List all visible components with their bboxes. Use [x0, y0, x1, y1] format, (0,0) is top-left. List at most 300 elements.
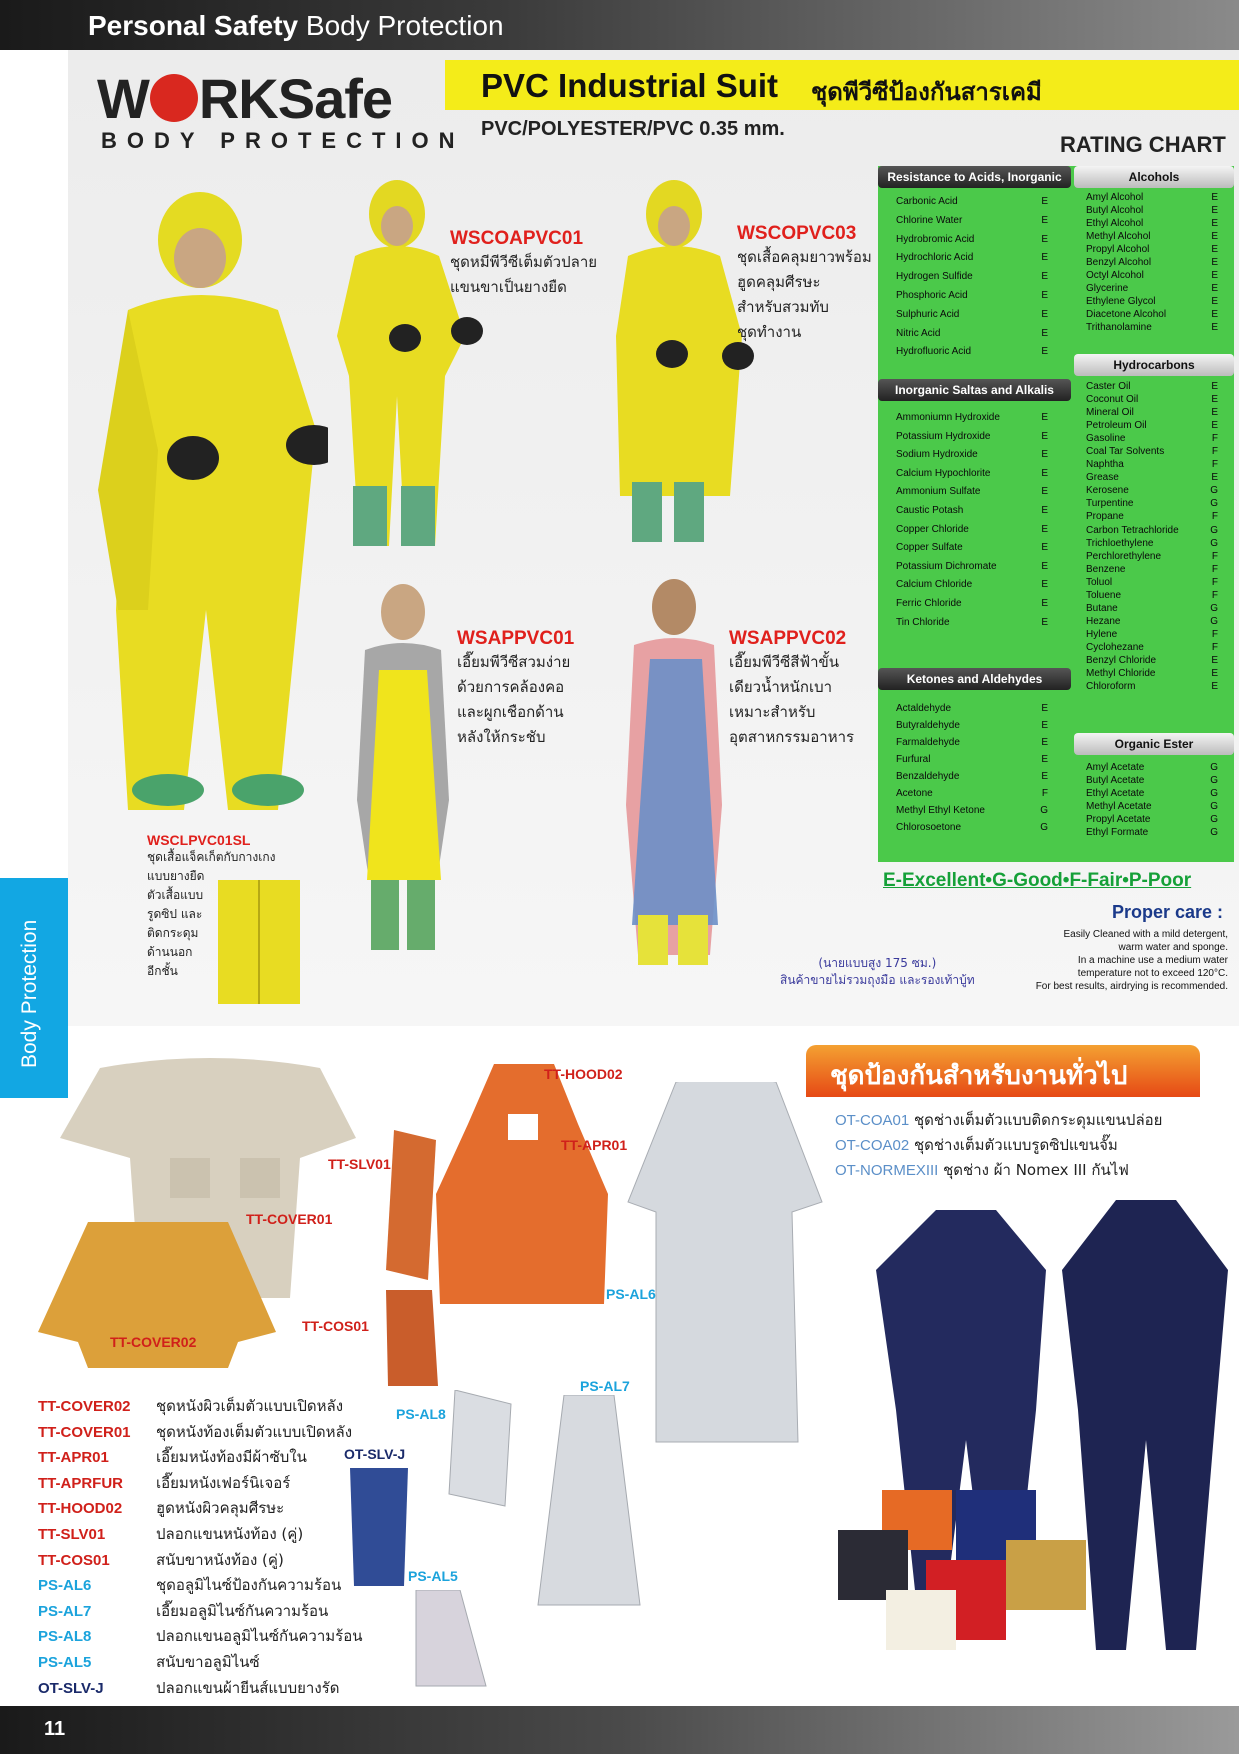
rating-chemical: Calcium Hypochlorite	[896, 467, 991, 479]
rating-grade: E	[1041, 252, 1048, 264]
model-code: WSAPPVC02	[729, 628, 847, 649]
rating-row	[896, 468, 1048, 487]
desc-line: ติดกระดุม	[147, 926, 199, 940]
rating-grade: E	[1041, 560, 1048, 572]
rating-row	[1086, 394, 1218, 407]
desc-line: ชุดเสื้อแจ็คเก็ตกับกางเกง	[147, 850, 276, 864]
protective-item	[38, 1445, 362, 1471]
model-code: WSCOAPVC01	[450, 228, 584, 249]
section-ketones-header: Ketones and Aldehydes	[878, 668, 1071, 690]
rating-row	[1086, 446, 1218, 459]
label-ps-al8: PS-AL8	[396, 1406, 446, 1422]
photo-wsappvc02-blue-apron	[618, 575, 728, 970]
rating-row	[896, 754, 1048, 771]
rating-row	[1086, 681, 1218, 694]
rating-row	[1086, 827, 1218, 840]
protective-item-code: PS-AL7	[38, 1602, 92, 1620]
general-item-code: OT-COA01	[835, 1112, 910, 1129]
protective-item-desc: เอี๊ยมอลูมิไนซ์กันความร้อน	[156, 1601, 329, 1620]
section-alcohols-rows	[1086, 192, 1218, 335]
model-code: WSAPPVC01	[457, 628, 575, 649]
protective-item-desc: ฮูดหนังผิวคลุมศีรษะ	[156, 1499, 285, 1518]
rating-chemical: Perchlorethylene	[1086, 550, 1162, 562]
label-ps-al7: PS-AL7	[580, 1378, 630, 1394]
section-ester-header: Organic Ester	[1074, 733, 1234, 755]
rating-chemical: Ethyl Acetate	[1086, 788, 1145, 799]
label-tt-slv01: TT-SLV01	[328, 1156, 391, 1172]
rating-chemical: Benzyl Chloride	[1086, 654, 1157, 666]
desc-line: ด้านนอก	[147, 945, 193, 959]
desc-line: เดียวน้ำหนักเบา	[729, 678, 833, 696]
desc-line: ตัวเสื้อแบบ	[147, 888, 204, 902]
rating-chemical: Caustic Potash	[896, 504, 964, 516]
rating-row	[896, 598, 1048, 617]
rating-grade: E	[1041, 449, 1048, 461]
desc-line: ฮูดคลุมศีรษะ	[737, 273, 821, 291]
rating-chemical: Amyl Acetate	[1086, 762, 1145, 773]
rating-row	[1086, 257, 1218, 270]
logo-subtitle: BODY PROTECTION	[101, 128, 465, 153]
rating-chemical: Hezane	[1086, 615, 1121, 627]
rating-chemical: Chlorosoetone	[896, 822, 962, 833]
rating-grade: F	[1041, 788, 1048, 799]
rating-grade: E	[1211, 270, 1218, 281]
rating-row	[1086, 775, 1218, 788]
general-item	[835, 1133, 1162, 1158]
protective-item-desc: เอี๊ยมหนังเฟอร์นิเจอร์	[156, 1473, 291, 1492]
rating-grade: E	[1211, 420, 1218, 432]
rating-grade: E	[1211, 381, 1218, 392]
protective-item	[38, 1650, 362, 1676]
rating-row	[1086, 577, 1218, 590]
rating-row	[1086, 296, 1218, 309]
rating-grade: G	[1210, 788, 1218, 799]
rating-row	[1086, 538, 1218, 551]
rating-row	[896, 561, 1048, 580]
rating-chemical: Actaldehyde	[896, 703, 952, 714]
care-line: In a machine use a medium water	[1077, 955, 1228, 966]
protective-item-desc: ปลอกแขนอลูมิไนซ์กันความร้อน	[156, 1627, 363, 1646]
general-item	[835, 1108, 1162, 1133]
rating-chemical: Grease	[1086, 472, 1119, 484]
rating-grade: E	[1041, 754, 1048, 765]
desc-line: รูดซิป และ	[147, 907, 203, 921]
rating-chemical: Petroleum Oil	[1086, 420, 1147, 432]
model-wscopvc03	[737, 223, 872, 345]
rating-row	[1086, 205, 1218, 218]
rating-chemical: Potassium Dichromate	[896, 560, 997, 572]
rating-grade: G	[1210, 537, 1218, 549]
rating-row	[1086, 459, 1218, 472]
rating-grade: E	[1041, 616, 1048, 628]
rating-grade: G	[1210, 485, 1218, 497]
rating-chemical: Ferric Chloride	[896, 597, 962, 609]
rating-grade: F	[1211, 576, 1218, 588]
care-line: Easily Cleaned with a mild detergent,	[1063, 929, 1228, 940]
page-header	[0, 0, 1239, 50]
rating-grade: F	[1211, 589, 1218, 601]
rating-row	[1086, 511, 1218, 524]
product-title-en: PVC Industrial Suit	[481, 67, 779, 104]
rating-grade: G	[1040, 822, 1048, 833]
rating-row	[896, 505, 1048, 524]
photo-ps-al8	[445, 1390, 525, 1510]
section-acids-header: Resistance to Acids, Inorganic	[878, 166, 1071, 188]
rating-chemical: Ammoniumn Hydroxide	[896, 412, 1000, 423]
general-item-desc: ชุดช่างเต็มตัวแบบติดกระดุมแขนปล่อย	[909, 1111, 1163, 1129]
model-wsappvc02	[729, 628, 854, 750]
rating-grade: E	[1211, 205, 1218, 216]
rating-row	[1086, 420, 1218, 433]
protective-item-code: PS-AL5	[38, 1653, 92, 1671]
rating-row	[1086, 788, 1218, 801]
model-wscoapvc01	[450, 228, 597, 300]
desc-line: เอี๊ยมพีวีซีสีฟ้าขั้น	[729, 653, 840, 671]
rating-row	[896, 431, 1048, 450]
general-item-code: OT-COA02	[835, 1137, 910, 1154]
rating-grade: E	[1041, 579, 1048, 591]
rating-chemical: Naphtha	[1086, 459, 1124, 471]
rating-row	[1086, 629, 1218, 642]
rating-row	[1086, 283, 1218, 296]
rating-row	[896, 215, 1048, 234]
rating-chemical: Potassium Hydroxide	[896, 430, 991, 442]
rating-grade: E	[1041, 504, 1048, 516]
rating-chemical: Methyl Chloride	[1086, 668, 1156, 680]
rating-chemical: Hydrochloric Acid	[896, 252, 974, 264]
care-line: temperature not to exceed 120°C.	[1077, 968, 1228, 979]
rating-row	[896, 788, 1048, 805]
rating-grade: E	[1041, 486, 1048, 498]
rating-chemical: Hydrogen Sulfide	[896, 271, 973, 283]
rating-grade: E	[1211, 394, 1218, 406]
rating-chemical: Butyraldehyde	[896, 720, 960, 731]
rating-chemical: Chlorine Water	[896, 214, 963, 226]
general-suit-title: ชุดป้องกันสำหรับงานทั่วไป	[830, 1061, 1128, 1091]
section-ketones-rows	[896, 703, 1048, 839]
rating-chemical: Diacetone Alcohol	[1086, 309, 1167, 320]
rating-chemical: Carbon Tetrachloride	[1086, 524, 1179, 536]
rating-grade: E	[1041, 346, 1048, 358]
protective-item-desc: ชุดหนังท้องเต็มตัวแบบเปิดหลัง	[156, 1422, 353, 1441]
rating-chemical: Calcium Chloride	[896, 579, 973, 591]
rating-chemical: Hydrobromic Acid	[896, 233, 975, 245]
protective-item-desc: ชุดอลูมิไนซ์ป้องกันความร้อน	[156, 1576, 342, 1595]
desc-line: แบบยางยืด	[147, 869, 205, 883]
rating-chemical: Benzaldehyde	[896, 771, 960, 782]
desc-line: ด้วยการคล้องคอ	[457, 678, 565, 696]
rating-grade: E	[1211, 407, 1218, 419]
rating-chart	[878, 166, 1234, 862]
rating-chemical: Ammonium Sulfate	[896, 486, 981, 498]
rating-chemical: Toluene	[1086, 589, 1122, 601]
rating-row	[896, 720, 1048, 737]
desc-line: และผูกเชือกด้าน	[457, 703, 564, 721]
rating-grade: E	[1211, 192, 1218, 203]
rating-grade: E	[1041, 430, 1048, 442]
page-footer	[0, 1706, 1239, 1754]
worksafe-logo	[97, 66, 392, 131]
rating-row	[896, 412, 1048, 431]
label-tt-apr01: TT-APR01	[561, 1137, 628, 1153]
rating-row	[1086, 485, 1218, 498]
rating-row	[1086, 407, 1218, 420]
rating-chemical: Turpentine	[1086, 498, 1134, 510]
rating-grade: F	[1211, 433, 1218, 445]
rating-grade: E	[1041, 720, 1048, 731]
rating-grade: G	[1210, 827, 1218, 838]
rating-grade: E	[1211, 218, 1218, 229]
rating-grade: F	[1211, 446, 1218, 458]
photo-wsappvc01-apron	[345, 580, 455, 960]
header-title	[88, 10, 504, 42]
rating-row	[1086, 668, 1218, 681]
rating-grade: F	[1211, 511, 1218, 523]
rating-row	[1086, 309, 1218, 322]
protective-item	[38, 1573, 362, 1599]
rating-row	[896, 486, 1048, 505]
label-tt-hood02: TT-HOOD02	[544, 1066, 623, 1082]
rating-chemical: Coconut Oil	[1086, 394, 1139, 406]
rating-row	[1086, 270, 1218, 283]
rating-grade: F	[1211, 628, 1218, 640]
rating-row	[1086, 814, 1218, 827]
rating-chemical: Trichloethylene	[1086, 537, 1154, 549]
rating-grade: F	[1211, 563, 1218, 575]
model-desc	[729, 650, 854, 750]
rating-chemical: Ethylene Glycol	[1086, 296, 1156, 307]
rating-chemical: Ethyl Alcohol	[1086, 218, 1144, 229]
desc-line: อีกชั้น	[147, 964, 178, 978]
rating-grade: E	[1041, 308, 1048, 320]
header-title-bold: Personal Safety	[88, 10, 299, 41]
rating-grade: E	[1041, 412, 1048, 423]
logo-red-dot	[150, 74, 198, 122]
rating-grade: E	[1211, 322, 1218, 333]
rating-legend: E-Excellent•G-Good•F-Fair•P-Poor	[883, 870, 1192, 891]
rating-chemical: Methyl Ethyl Ketone	[896, 805, 985, 816]
section-ester-rows	[1086, 762, 1218, 840]
rating-grade: E	[1041, 327, 1048, 339]
rating-row	[1086, 603, 1218, 616]
protective-item-code: TT-COS01	[38, 1551, 110, 1569]
rating-chemical: Tin Chloride	[896, 616, 950, 628]
general-item-code: OT-NORMEXIII	[835, 1162, 939, 1179]
rating-grade: E	[1211, 309, 1218, 320]
section-salts-rows	[896, 412, 1048, 635]
rating-row	[896, 290, 1048, 309]
rating-chemical: Caster Oil	[1086, 381, 1131, 392]
rating-grade: F	[1211, 641, 1218, 653]
rating-chemical: Octyl Alcohol	[1086, 270, 1144, 281]
photo-coveralls	[836, 1200, 1234, 1660]
model-desc	[457, 650, 574, 750]
rating-chemical: Phosphoric Acid	[896, 289, 968, 301]
rating-chemical: Furfural	[896, 754, 931, 765]
photo-ps-al6	[626, 1082, 824, 1452]
rating-grade: E	[1211, 283, 1218, 294]
rating-row	[896, 579, 1048, 598]
rating-row	[1086, 525, 1218, 538]
rating-chemical: Glycerine	[1086, 283, 1129, 294]
protective-item-desc: ปลอกแขนผ้ายีนส์แบบยางรัด	[156, 1678, 340, 1697]
rating-chemical: Butyl Alcohol	[1086, 205, 1144, 216]
photo-ps-al5	[410, 1590, 488, 1690]
rating-chemical: Copper Sulfate	[896, 542, 963, 554]
side-tab	[0, 878, 68, 1098]
rating-chemical: Propyl Alcohol	[1086, 244, 1150, 255]
desc-line: แขนขาเป็นยางยืด	[450, 278, 567, 296]
rating-row	[1086, 244, 1218, 257]
rating-grade: E	[1211, 257, 1218, 268]
product-title-bar	[445, 60, 1239, 110]
rating-row	[896, 805, 1048, 822]
rating-grade: E	[1041, 737, 1048, 748]
photo-ps-al7	[534, 1395, 644, 1615]
label-ps-al5: PS-AL5	[408, 1568, 458, 1584]
rating-row	[1086, 433, 1218, 446]
rating-grade: E	[1041, 233, 1048, 245]
desc-line: ชุดทำงาน	[737, 323, 802, 341]
rating-chemical: Acetone	[896, 788, 933, 799]
product-title-th: ชุดพีวีซีป้องกันสารเคมี	[811, 78, 1042, 106]
rating-chemical: Propyl Acetate	[1086, 814, 1151, 825]
protective-item-code: OT-SLV-J	[38, 1679, 104, 1697]
rating-chemical: Butane	[1086, 602, 1118, 614]
rating-grade: E	[1211, 668, 1218, 680]
desc-line: ชุดหมีพีวีซีเต็มตัวปลาย	[450, 253, 598, 271]
section-hydrocarbons-header: Hydrocarbons	[1074, 354, 1234, 376]
general-suit-band	[806, 1045, 1200, 1097]
rating-grade: E	[1211, 654, 1218, 666]
protective-item	[38, 1624, 362, 1650]
rating-row	[896, 542, 1048, 561]
rating-chemical: Hydrofluoric Acid	[896, 346, 972, 358]
care-text	[1000, 928, 1228, 993]
rating-row	[1086, 762, 1218, 775]
rating-chemical: Copper Chloride	[896, 523, 969, 535]
rating-chemical: Farmaldehyde	[896, 737, 960, 748]
desc-line: เหมาะสำหรับ	[729, 703, 816, 721]
rating-grade: E	[1041, 542, 1048, 554]
rating-grade: F	[1211, 550, 1218, 562]
photo-wsclpvc01sl-suit	[88, 190, 328, 820]
rating-grade: E	[1211, 472, 1218, 484]
protective-item-desc: สนับขาหนังท้อง (คู่)	[156, 1550, 284, 1569]
rating-row	[896, 252, 1048, 271]
rating-row	[896, 617, 1048, 636]
rating-row	[896, 328, 1048, 347]
rating-grade: E	[1041, 597, 1048, 609]
protective-item	[38, 1522, 362, 1548]
rating-row	[1086, 472, 1218, 485]
model-desc	[737, 245, 872, 345]
rating-row	[1086, 655, 1218, 668]
protective-item	[38, 1676, 362, 1702]
size-note	[780, 955, 975, 989]
rating-row	[1086, 551, 1218, 564]
protective-item-code: TT-APRFUR	[38, 1474, 123, 1492]
label-tt-cos01: TT-COS01	[302, 1318, 369, 1334]
rating-grade: E	[1211, 681, 1218, 693]
rating-chemical: Amyl Alcohol	[1086, 192, 1144, 203]
rating-row	[896, 771, 1048, 788]
protective-item	[38, 1394, 362, 1420]
protective-item	[38, 1548, 362, 1574]
model-desc	[450, 250, 597, 300]
rating-chemical: Mineral Oil	[1086, 407, 1134, 419]
desc-line: หลังให้กระชับ	[457, 728, 546, 746]
rating-row	[896, 271, 1048, 290]
model-wsappvc01	[457, 628, 574, 750]
logo-rest: RKSafe	[198, 67, 393, 130]
rating-row	[1086, 322, 1218, 335]
rating-chemical: Sulphuric Acid	[896, 308, 960, 320]
protective-item	[38, 1471, 362, 1497]
rating-chemical: Nitric Acid	[896, 327, 941, 339]
rating-row	[1086, 564, 1218, 577]
rating-grade: E	[1041, 703, 1048, 714]
label-ot-slv-j: OT-SLV-J	[344, 1446, 406, 1462]
rating-row	[1086, 218, 1218, 231]
protective-item	[38, 1420, 362, 1446]
rating-chemical: Chloroform	[1086, 681, 1136, 693]
size-note-line: สินค้าขายไม่รวมถุงมือ และรองเท้าบู้ท	[780, 973, 975, 987]
rating-grade: E	[1041, 271, 1048, 283]
protective-item-code: TT-COVER01	[38, 1423, 131, 1441]
rating-row	[896, 524, 1048, 543]
rating-chemical: Gasoline	[1086, 433, 1126, 445]
model-code: WSCLPVC01SL	[147, 832, 251, 848]
rating-row	[896, 196, 1048, 215]
protective-item-desc: ปลอกแขนหนังท้อง (คู่)	[156, 1524, 304, 1543]
protective-item-code: TT-SLV01	[38, 1525, 106, 1543]
protective-item-code: TT-COVER02	[38, 1398, 131, 1415]
label-tt-cover02: TT-COVER02	[110, 1334, 197, 1350]
side-tab-label: Body Protection	[18, 919, 41, 1068]
rating-grade: G	[1210, 498, 1218, 510]
model-desc	[147, 848, 276, 981]
section-hydrocarbons-rows	[1086, 381, 1218, 694]
rating-grade: G	[1210, 762, 1218, 773]
rating-grade: E	[1041, 196, 1048, 207]
rating-row	[896, 234, 1048, 253]
rating-chemical: Toluol	[1086, 576, 1113, 588]
rating-chemical: Ethyl Formate	[1086, 827, 1149, 838]
rating-grade: G	[1210, 814, 1218, 825]
rating-chemical: Methyl Acetate	[1086, 801, 1152, 812]
general-item-desc: ชุดช่างเต็มตัวแบบรูดซิปแขนจั๊ม	[909, 1136, 1118, 1154]
model-code: WSCOPVC03	[737, 223, 857, 244]
rating-grade: E	[1211, 231, 1218, 242]
rating-grade: E	[1041, 467, 1048, 479]
desc-line: สำหรับสวมทับ	[737, 298, 829, 316]
rating-chemical: Propane	[1086, 511, 1124, 523]
rating-grade: E	[1211, 296, 1218, 307]
section-alcohols-header: Alcohols	[1074, 166, 1234, 188]
product-material: PVC/POLYESTER/PVC 0.35 mm.	[481, 118, 785, 140]
photo-tt-apr01	[428, 1064, 616, 1314]
rating-row	[896, 822, 1048, 839]
rating-row	[896, 703, 1048, 720]
protective-item	[38, 1496, 362, 1522]
protective-item-code: TT-APR01	[38, 1449, 109, 1467]
rating-row	[896, 737, 1048, 754]
care-line: For best results, airdrying is recommended.	[1035, 981, 1228, 992]
header-title-rest: Body Protection	[298, 10, 504, 41]
general-item	[835, 1158, 1162, 1183]
rating-row	[1086, 381, 1218, 394]
